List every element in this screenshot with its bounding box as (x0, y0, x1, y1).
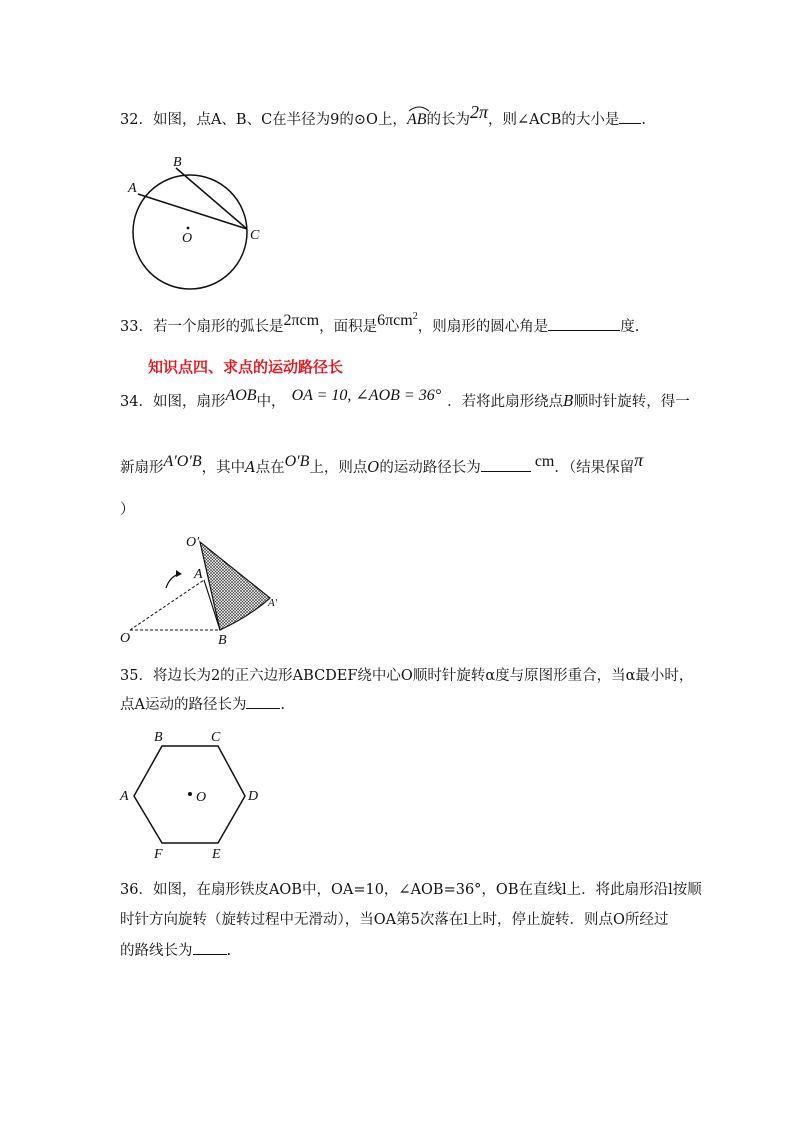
answer-blank[interactable] (619, 109, 641, 124)
figure-hexagon (118, 726, 268, 862)
label-f: F (154, 847, 163, 862)
label-d: D (248, 789, 259, 804)
q35-line1: 35．将边长为2的正六边形ABCDEF绕中心O顺时针旋转α度与原图形重合，当α最小时， (120, 668, 694, 684)
label-a: A (128, 181, 137, 196)
label-c: C (211, 730, 221, 745)
q32-text: 32．如图，点A、B、C在半径为9的⊙O上， AB的长为2π，则∠ACB的大小是 . (120, 102, 646, 128)
label-b: B (154, 730, 163, 745)
q36-line1: 36．如图，在扇形铁皮AOB中，OA=10，∠AOB=36°，OB在直线l上．将此扇形沿l按顺 (120, 882, 702, 898)
section-heading: 知识点四、求点的运动路径长 (148, 358, 344, 376)
q33-text: 33．若一个扇形的弧长是2πcm，面积是6πcm$^2$，则扇形的圆心角是 度. (120, 311, 640, 335)
q34-line1: 34．如图，扇形AOB中， OA = 10, ∠AOB = 36° ．若将此扇形绕点B顺时针旋转，得一 (120, 387, 690, 410)
rotation-arrow (166, 574, 180, 588)
chord-ac (138, 194, 247, 229)
center-dot (187, 227, 190, 230)
label-c: C (250, 228, 260, 243)
answer-blank[interactable] (193, 940, 227, 955)
segment-oa (130, 580, 204, 630)
label-a: A (120, 789, 129, 804)
center-dot (188, 792, 192, 796)
label-o: O (196, 790, 207, 805)
q34-line3: ） (120, 502, 135, 518)
label-b: B (173, 155, 182, 170)
q35-line2: 点A运动的路径长为 . (120, 694, 285, 715)
q36-line3: 的路线长为 . (120, 940, 231, 961)
label-o-prime: O′ (186, 535, 200, 550)
arc-mark (407, 104, 431, 112)
label-b: B (218, 633, 227, 648)
q34-line2: 新扇形A′O′B，其中A点在O′B上，则点O的运动路径长为 cm．（结果保留π (120, 450, 644, 476)
figure-circle-abc (118, 150, 278, 290)
label-o: O (120, 631, 131, 646)
label-e: E (212, 847, 221, 862)
answer-blank[interactable] (246, 694, 280, 709)
q36-line2: 时针方向旋转（旋转过程中无滑动），当OA第5次落在l上时，停止旋转．则点O所经过 (120, 912, 669, 928)
rotated-sector (200, 542, 270, 630)
rotation-arrowhead (176, 570, 182, 577)
label-a-prime: A′ (268, 597, 278, 609)
label-a: A (194, 567, 203, 582)
label-o: O (182, 231, 193, 246)
figure-sector-rotation (118, 528, 298, 650)
arc-ab: AB (407, 110, 427, 130)
answer-blank[interactable] (548, 316, 620, 331)
answer-blank[interactable] (481, 457, 531, 472)
